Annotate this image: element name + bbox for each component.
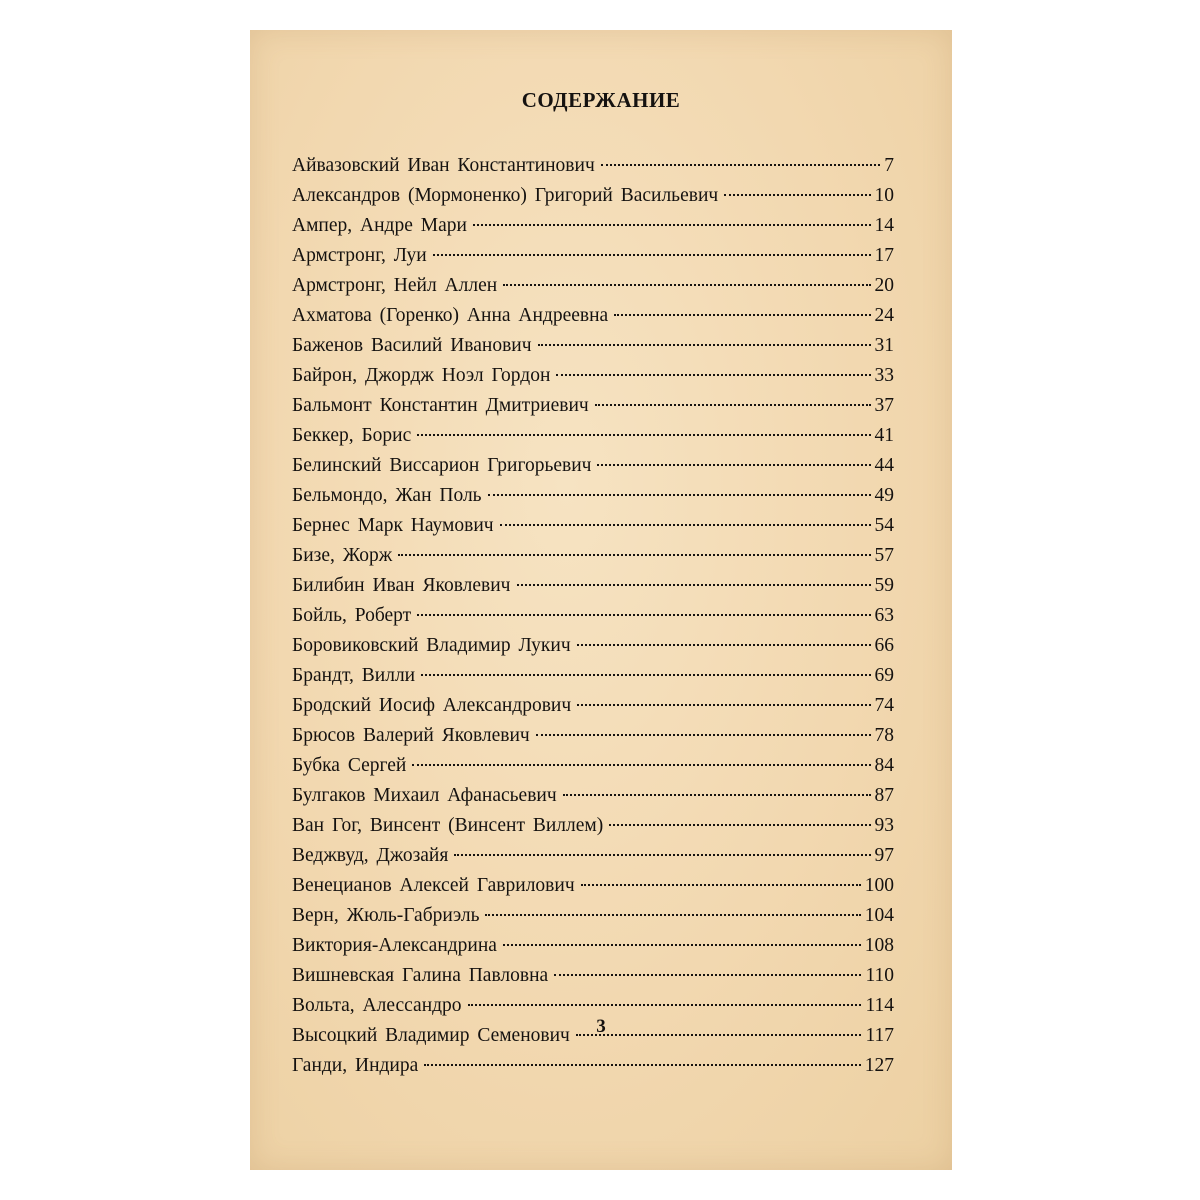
toc-entry-page: 54 bbox=[874, 515, 894, 536]
dot-leader bbox=[595, 404, 871, 406]
toc-entry bbox=[292, 601, 894, 631]
toc-entry-title: Булгаков Михаил Афанасьевич bbox=[292, 785, 557, 806]
dot-leader bbox=[454, 854, 870, 856]
dot-leader bbox=[581, 884, 861, 886]
toc-entry bbox=[292, 781, 894, 811]
toc-entry bbox=[292, 181, 894, 211]
toc-entry-page: 7 bbox=[884, 155, 894, 176]
toc-entry bbox=[292, 301, 894, 331]
toc-entry bbox=[292, 961, 894, 991]
toc-entry-title: Брандт, Вилли bbox=[292, 665, 416, 686]
toc-entry bbox=[292, 571, 894, 601]
toc-entry bbox=[292, 661, 894, 691]
toc-entry-page: 110 bbox=[865, 965, 894, 986]
dot-leader bbox=[577, 704, 870, 706]
toc-entry-title: Ахматова (Горенко) Анна Андреевна bbox=[292, 305, 609, 326]
toc-entry-title: Армстронг, Нейл Аллен bbox=[292, 275, 498, 296]
toc-entry-title: Бубка Сергей bbox=[292, 755, 407, 776]
toc-entry-page: 20 bbox=[874, 275, 894, 296]
toc-entry bbox=[292, 631, 894, 661]
toc-entry-title: Айвазовский Иван Константинович bbox=[292, 155, 595, 176]
toc-entry-page: 31 bbox=[874, 335, 894, 356]
toc-entry-page: 57 bbox=[874, 545, 894, 566]
toc-entry bbox=[292, 1051, 894, 1081]
dot-leader bbox=[503, 284, 870, 286]
dot-leader bbox=[724, 194, 870, 196]
toc-entry-page: 97 bbox=[874, 845, 894, 866]
toc-entry-page: 78 bbox=[874, 725, 894, 746]
toc-entry-page: 108 bbox=[864, 935, 894, 956]
dot-leader bbox=[563, 794, 871, 796]
toc-entry-title: Бальмонт Константин Дмитриевич bbox=[292, 395, 589, 416]
toc-entry bbox=[292, 331, 894, 361]
toc-entry bbox=[292, 211, 894, 241]
toc-entry-title: Боровиковский Владимир Лукич bbox=[292, 635, 571, 656]
toc-entry bbox=[292, 751, 894, 781]
toc-entry-page: 63 bbox=[874, 605, 894, 626]
toc-entry-page: 41 bbox=[874, 425, 894, 446]
toc-entry-page: 100 bbox=[864, 875, 894, 896]
toc-entry-title: Бизе, Жорж bbox=[292, 545, 393, 566]
dot-leader bbox=[417, 434, 870, 436]
dot-leader bbox=[488, 494, 871, 496]
toc-entry-page: 49 bbox=[874, 485, 894, 506]
toc-entry bbox=[292, 421, 894, 451]
toc-entry-title: Бродский Иосиф Александрович bbox=[292, 695, 572, 716]
dot-leader bbox=[614, 314, 870, 316]
toc-entry-title: Бельмондо, Жан Поль bbox=[292, 485, 482, 506]
dot-leader bbox=[517, 584, 871, 586]
toc-entry bbox=[292, 931, 894, 961]
toc-entry-page: 117 bbox=[865, 1025, 894, 1046]
toc-entry-page: 93 bbox=[874, 815, 894, 836]
toc-entry bbox=[292, 271, 894, 301]
toc-entry-page: 59 bbox=[874, 575, 894, 596]
toc-entry bbox=[292, 841, 894, 871]
dot-leader bbox=[412, 764, 870, 766]
table-of-contents bbox=[292, 151, 894, 1081]
dot-leader bbox=[473, 224, 871, 226]
toc-entry-title: Армстронг, Луи bbox=[292, 245, 427, 266]
toc-entry-title: Ампер, Андре Мари bbox=[292, 215, 467, 236]
toc-entry bbox=[292, 811, 894, 841]
toc-entry bbox=[292, 871, 894, 901]
dot-leader bbox=[485, 914, 860, 916]
dot-leader bbox=[424, 1064, 860, 1066]
toc-entry-page: 87 bbox=[874, 785, 894, 806]
toc-entry-title: Бойль, Роберт bbox=[292, 605, 412, 626]
dot-leader bbox=[554, 974, 861, 976]
toc-entry-title: Виктория-Александрина bbox=[292, 935, 497, 956]
toc-entry-title: Баженов Василий Иванович bbox=[292, 335, 532, 356]
toc-entry-page: 44 bbox=[874, 455, 894, 476]
toc-entry-page: 10 bbox=[874, 185, 894, 206]
toc-entry bbox=[292, 691, 894, 721]
toc-entry-title: Ван Гог, Винсент (Винсент Виллем) bbox=[292, 815, 604, 836]
toc-entry-title: Бернес Марк Наумович bbox=[292, 515, 494, 536]
toc-entry-page: 74 bbox=[874, 695, 894, 716]
toc-entry-page: 14 bbox=[874, 215, 894, 236]
toc-entry-title: Байрон, Джордж Ноэл Гордон bbox=[292, 365, 551, 386]
toc-entry-title: Александров (Мормоненко) Григорий Васильевич bbox=[292, 185, 719, 206]
toc-entry-title: Ганди, Индира bbox=[292, 1055, 419, 1076]
dot-leader bbox=[503, 944, 861, 946]
page-title: СОДЕРЖАНИЕ bbox=[521, 88, 681, 112]
toc-entry-title: Вишневская Галина Павловна bbox=[292, 965, 549, 986]
toc-entry-page: 69 bbox=[874, 665, 894, 686]
toc-entry-page: 66 bbox=[874, 635, 894, 656]
toc-entry-title: Вольта, Алессандро bbox=[292, 995, 462, 1016]
dot-leader bbox=[609, 824, 870, 826]
toc-entry-title: Высоцкий Владимир Семенович bbox=[292, 1025, 570, 1046]
toc-entry bbox=[292, 481, 894, 511]
toc-entry bbox=[292, 391, 894, 421]
toc-entry bbox=[292, 541, 894, 571]
dot-leader bbox=[556, 374, 870, 376]
dot-leader bbox=[536, 734, 871, 736]
toc-entry-title: Беккер, Борис bbox=[292, 425, 412, 446]
toc-entry-page: 37 bbox=[874, 395, 894, 416]
toc-entry bbox=[292, 241, 894, 271]
toc-entry-title: Белинский Виссарион Григорьевич bbox=[292, 455, 592, 476]
dot-leader bbox=[433, 254, 871, 256]
toc-entry-title: Брюсов Валерий Яковлевич bbox=[292, 725, 530, 746]
toc-entry bbox=[292, 721, 894, 751]
toc-entry-page: 17 bbox=[874, 245, 894, 266]
dot-leader bbox=[597, 464, 870, 466]
toc-entry bbox=[292, 361, 894, 391]
toc-entry-page: 127 bbox=[864, 1055, 894, 1076]
toc-entry-page: 33 bbox=[874, 365, 894, 386]
toc-entry-page: 24 bbox=[874, 305, 894, 326]
toc-entry-title: Верн, Жюль-Габриэль bbox=[292, 905, 480, 926]
dot-leader bbox=[398, 554, 870, 556]
book-page bbox=[250, 30, 952, 1170]
toc-entry bbox=[292, 511, 894, 541]
toc-entry-page: 84 bbox=[874, 755, 894, 776]
dot-leader bbox=[417, 614, 870, 616]
dot-leader bbox=[468, 1004, 862, 1006]
dot-leader bbox=[500, 524, 871, 526]
toc-entry-title: Билибин Иван Яковлевич bbox=[292, 575, 511, 596]
dot-leader bbox=[601, 164, 881, 166]
page-number: 3 bbox=[596, 1016, 606, 1037]
dot-leader bbox=[421, 674, 870, 676]
toc-entry bbox=[292, 151, 894, 181]
toc-entry bbox=[292, 901, 894, 931]
dot-leader bbox=[577, 644, 871, 646]
toc-entry-title: Венецианов Алексей Гаврилович bbox=[292, 875, 575, 896]
toc-entry-title: Веджвуд, Джозайя bbox=[292, 845, 449, 866]
toc-entry-page: 114 bbox=[865, 995, 894, 1016]
toc-entry-page: 104 bbox=[864, 905, 894, 926]
toc-entry bbox=[292, 451, 894, 481]
dot-leader bbox=[538, 344, 871, 346]
